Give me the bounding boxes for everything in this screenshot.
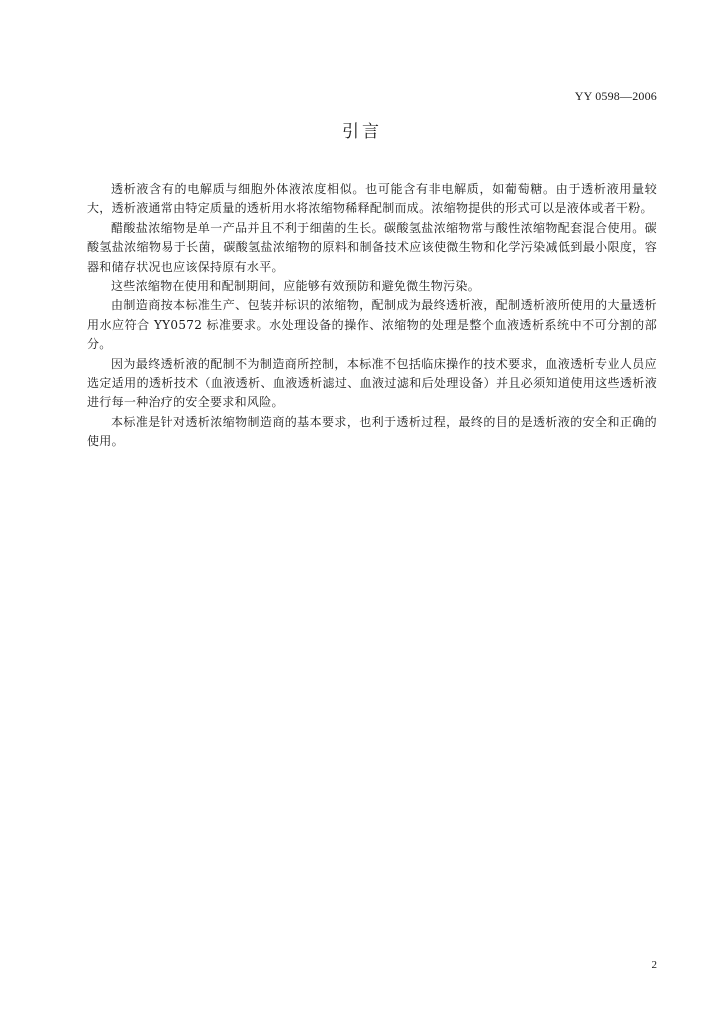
paragraph: 本标准是针对透析浓缩物制造商的基本要求，也利于透析过程，最终的目的是透析液的安全和正确的使用。 (87, 414, 657, 449)
paragraph: 透析液含有的电解质与细胞外体液浓度相似。也可能含有非电解质，如葡萄糖。由于透析液用量较大，透析液通常由特定质量的透析用水将浓缩物稀释配制而成。浓缩物提供的形式可以是液体或者干粉。 (87, 182, 657, 216)
page-number: 2 (651, 959, 657, 971)
body-text (87, 180, 657, 452)
standard-number: YY 0598—2006 (574, 89, 657, 103)
page-title: 引言 (342, 122, 382, 142)
paragraph: 这些浓缩物在使用和配制期间，应能够有效预防和避免微生物污染。 (111, 279, 481, 294)
paragraph: 因为最终透析液的配制不为制造商所控制，本标准不包括临床操作的技术要求，血液透析专业人员应选定适用的透析技术（血液透析、血液透析滤过、血液过滤和后处理设备）并且必须知道使用这些透析液进行每一种治疗的安全要求和风险。 (87, 356, 657, 410)
paragraph: 由制造商按本标准生产、包装并标识的浓缩物，配制成为最终透析液，配制透析液所使用的大量透析用水应符合 YY0572 标准要求。水处理设备的操作、浓缩物的处理是整个血液透析系统中不可分割的部分。 (87, 298, 657, 352)
paragraph: 醋酸盐浓缩物是单一产品并且不利于细菌的生长。碳酸氢盐浓缩物常与酸性浓缩物配套混合使用。碳酸氢盐浓缩物易于长菌，碳酸氢盐浓缩物的原料和制备技术应该使微生物和化学污染减低到最小限度，容器和储存状况也应该保持原有水平。 (87, 220, 657, 274)
